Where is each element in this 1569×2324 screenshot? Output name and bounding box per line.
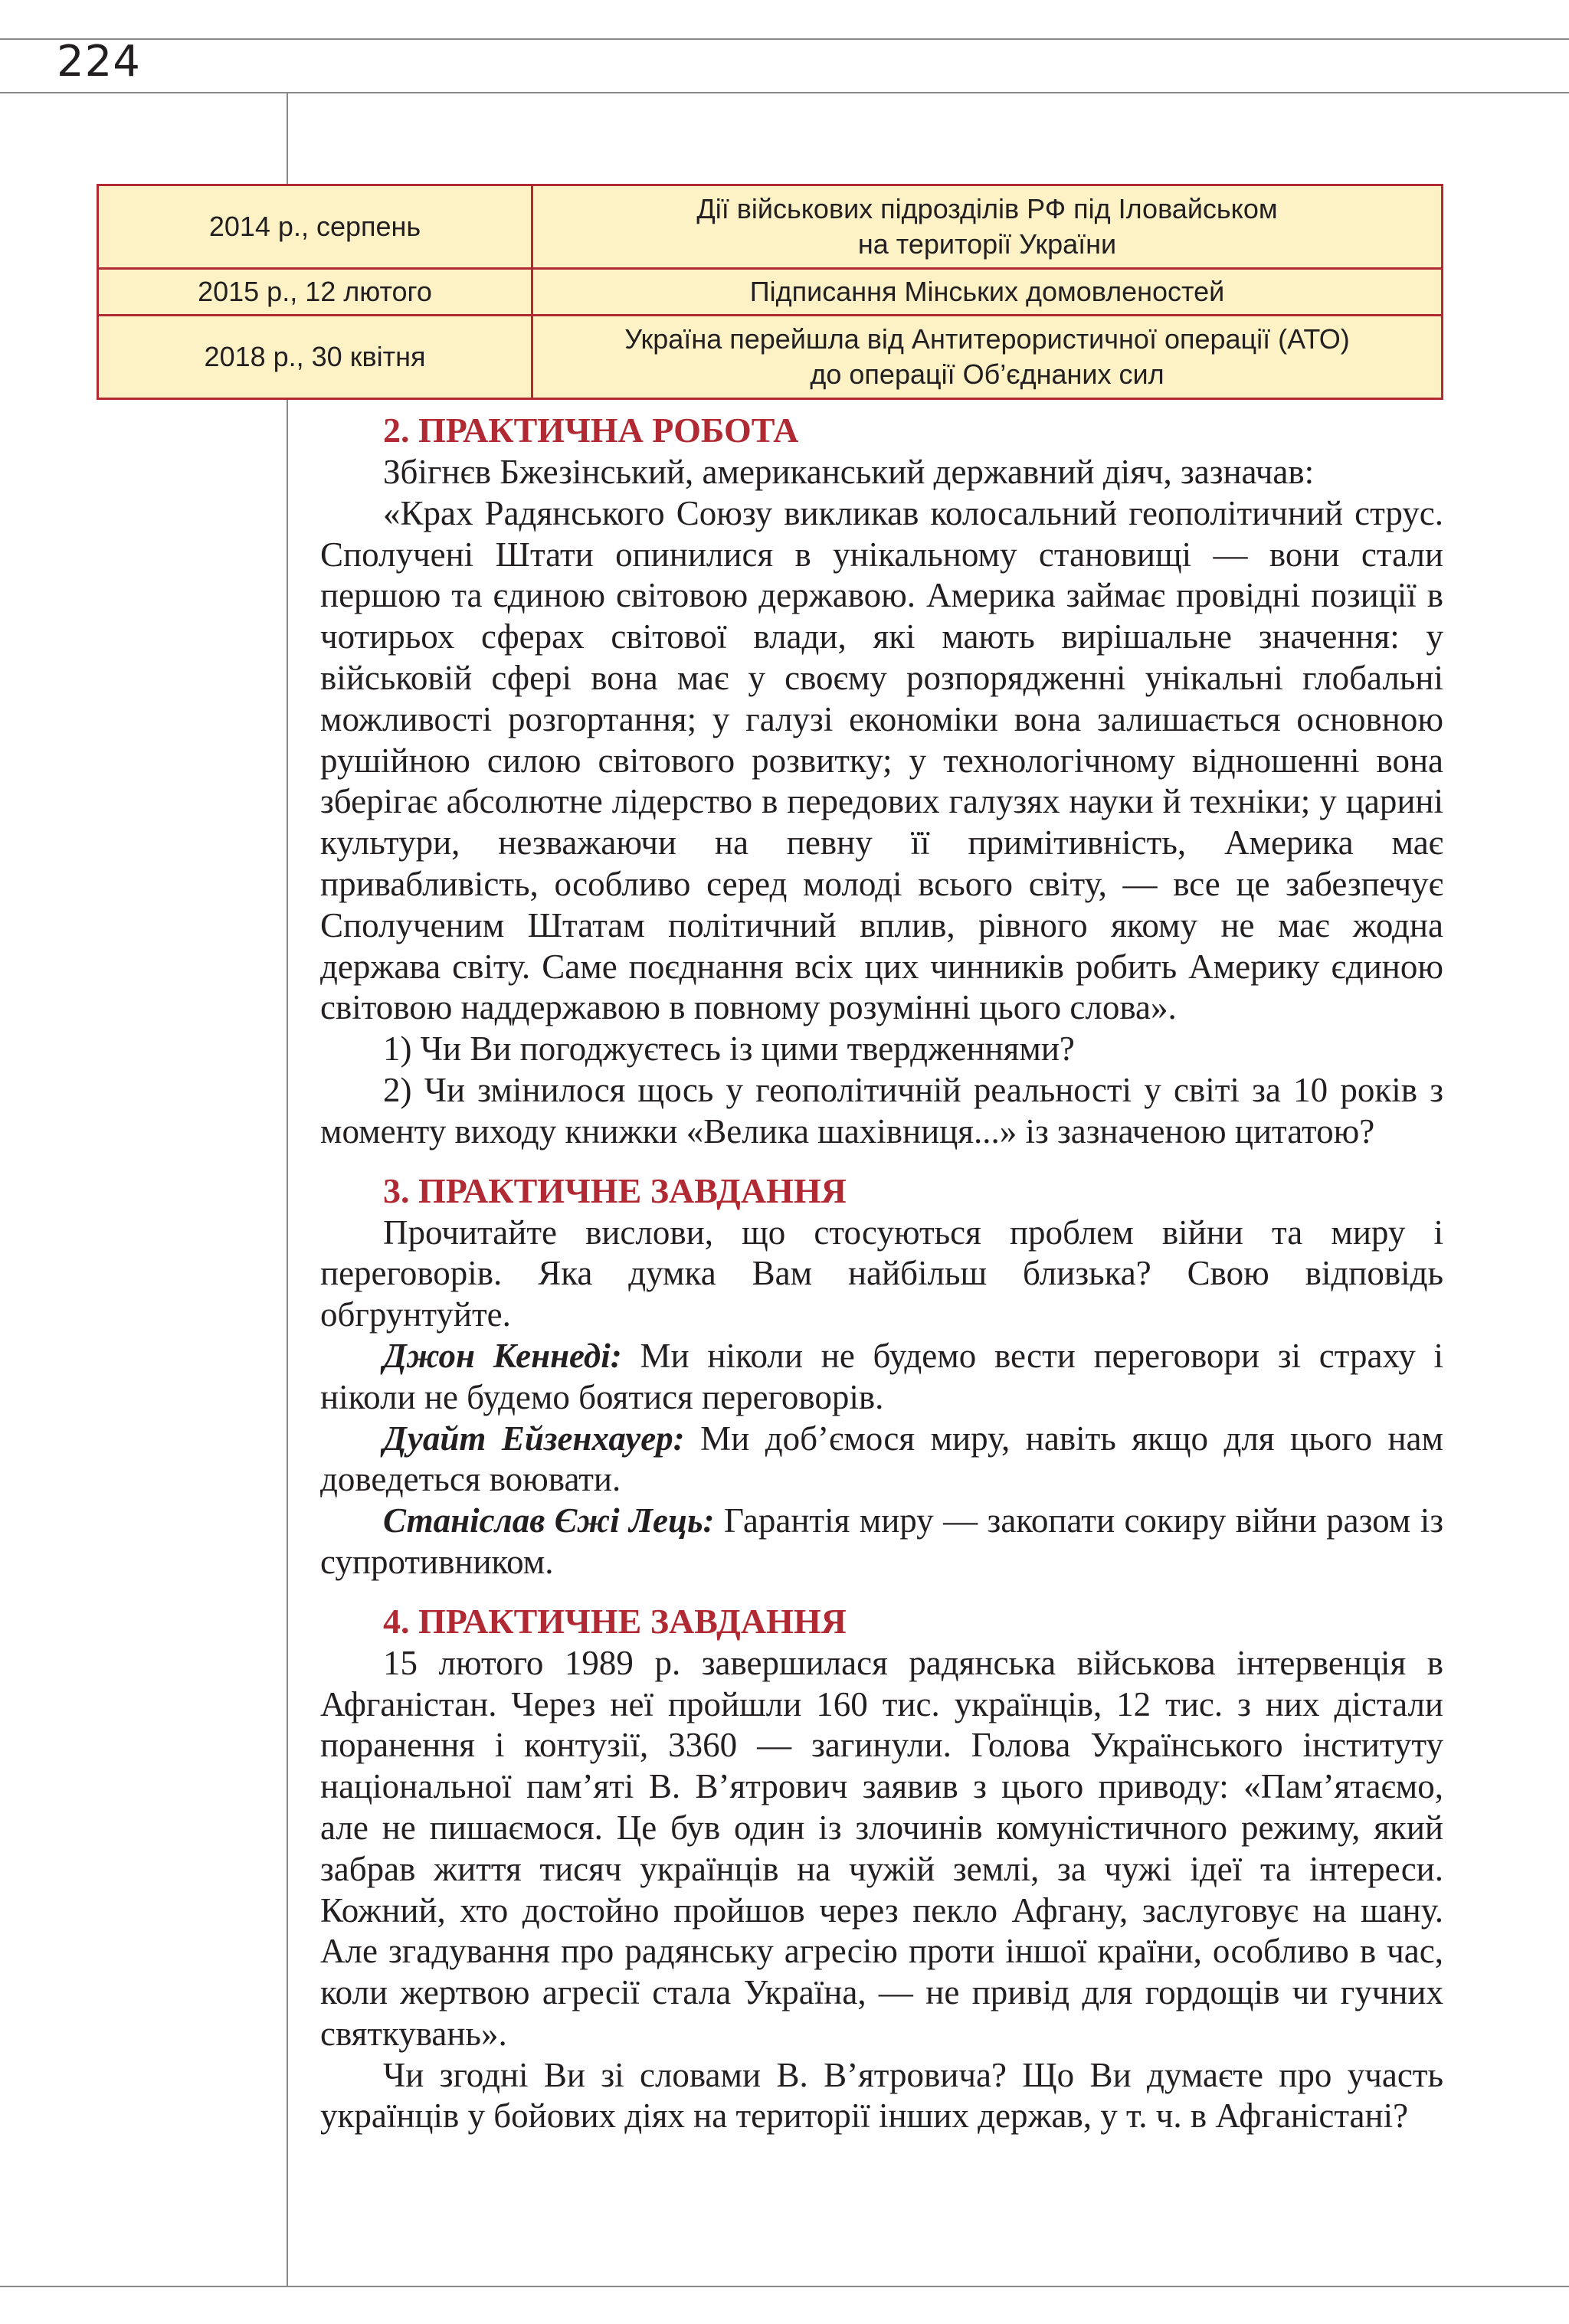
quote-text: Ми доб’ємося миру, навіть якщо для цього нам доведеться воювати. bbox=[320, 1419, 1443, 1499]
section-heading: 4. ПРАКТИЧНЕ ЗАВДАННЯ bbox=[383, 1601, 847, 1641]
chronology-table bbox=[97, 184, 1443, 400]
chronology-date: 2015 р., 12 лютого bbox=[98, 269, 532, 316]
chronology-date: 2018 р., 30 квітня bbox=[98, 316, 532, 399]
quote-author: Дуайт Ейзенхауер: bbox=[383, 1419, 685, 1458]
quote-author: Джон Кеннеді: bbox=[383, 1336, 622, 1375]
question: 2) Чи змінилося щось у геополітичній реальності у світі за 10 років з моменту виходу книжки «Велика шахівниця...» із зазначеною цитатою? bbox=[320, 1070, 1443, 1151]
event-line: до операції Об’єднаних сил bbox=[810, 358, 1164, 390]
paragraph: Збігнєв Бжезінський, американський державний діяч, зазначав: bbox=[383, 453, 1315, 491]
chronology-date: 2014 р., серпень bbox=[98, 185, 532, 269]
event-line: Дії військових підрозділів РФ під Іловайськом bbox=[696, 193, 1278, 224]
main-content bbox=[320, 409, 1443, 2137]
quote-author: Станіслав Єжі Лець: bbox=[383, 1501, 715, 1540]
quote-text: Ми ніколи не будемо вести переговори зі страху і ніколи не будемо боятися переговорів. bbox=[320, 1336, 1444, 1416]
header-rule bbox=[0, 92, 1569, 93]
top-rule bbox=[0, 38, 1569, 40]
quote-text: Гарантія миру — закопати сокиру війни разом із супротивником. bbox=[320, 1501, 1443, 1581]
event-line: Україна перейшла від Антитерористичної операції (АТО) bbox=[624, 323, 1350, 355]
question: 1) Чи Ви погоджуєтесь із цими твердженнями? bbox=[383, 1029, 1075, 1069]
quote-item bbox=[320, 1336, 1443, 1419]
table-row bbox=[98, 185, 1443, 269]
chronology-event bbox=[532, 185, 1443, 269]
section-heading: 2. ПРАКТИЧНА РОБОТА bbox=[383, 411, 799, 450]
chronology-event bbox=[532, 316, 1443, 399]
bottom-rule bbox=[0, 2286, 1569, 2287]
table-row bbox=[98, 269, 1443, 316]
paragraph: Прочитайте вислови, що стосуються проблем війни та миру і переговорів. Яка думка Вам найбільш близька? Свою відповідь обгрунтуйте. bbox=[320, 1213, 1443, 1334]
quote-item bbox=[320, 1501, 1443, 1583]
chronology-event bbox=[532, 269, 1443, 316]
page-number: 224 bbox=[57, 37, 141, 87]
margin-line bbox=[287, 92, 288, 2286]
paragraph: 15 лютого 1989 р. завершилася радянська військова інтервенція в Афганістан. Через неї пройшли 160 тис. українців, 12 тис. з них дістали поранення і контузії, 3360 — загинули. Голова Українського інституту національної пам’яті В. В’ятрович заявив з цього приводу: «Пам’ятаємо, але не пишаємося. Це був один із злочинів комуністичного режиму, який забрав життя тисяч українців на чужій землі, за чужі ідеї та інтереси. Кожний, хто достойно пройшов через пекло Афгану, заслуговує на шану. Але згадування про радянську агресію проти іншої країни, особливо в час, коли жертвою агресії стала Україна, — не привід для гордощів чи гучних святкувань». bbox=[320, 1643, 1443, 2053]
quote-item bbox=[320, 1419, 1443, 1501]
table-row bbox=[98, 316, 1443, 399]
question: Чи згодні Ви зі словами В. В’ятровича? Що Ви думаєте про участь українців у бойових діях на території інших держав, у т. ч. в Афганістані? bbox=[320, 2055, 1443, 2136]
section-heading: 3. ПРАКТИЧНЕ ЗАВДАННЯ bbox=[383, 1170, 847, 1210]
event-line: на території України bbox=[857, 228, 1117, 260]
event-line: Підписання Мінських домовленостей bbox=[749, 276, 1225, 307]
quote-paragraph: «Крах Радянського Союзу викликав колосальний геополітичний струс. Сполучені Штати опинилися в унікальному становищі — вони стали першою та єдиною світовою державою. Америка займає провідні позиції в чотирьох сферах світової влади, які мають вирішальне значення: у військовій сфері вона має у своєму розпорядженні унікальні глобальні можливості розгортання; у галузі економіки вона залишається основною рушійною силою світового розвитку; у технологічному відношенні вона зберігає абсолютне лідерство в передових галузях науки й техніки; у царині культури, незважаючи на певну її примітивність, Америка має привабливість, особливо серед молоді всього світу, — все це забезпечує Сполученим Штатам політичний вплив, рівного якому не має жодна держава світу. Саме поєднання всіх цих чинників робить Америку єдиною світовою наддержавою в повному розумінні цього слова». bbox=[320, 493, 1443, 1027]
